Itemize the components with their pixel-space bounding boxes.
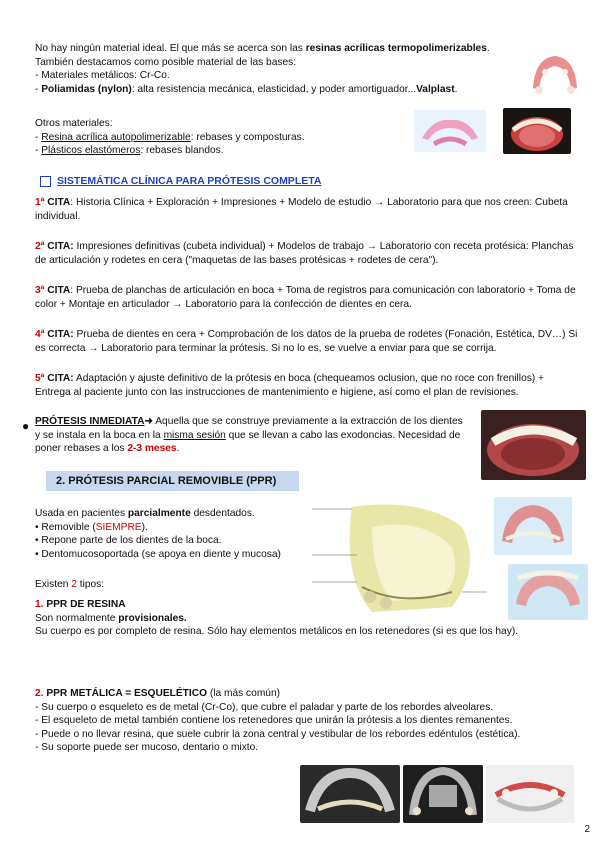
ppr-tipos: Existen 2 tipos:	[35, 579, 105, 590]
soft-liner-image	[414, 110, 486, 152]
skeletal-ppr-image-2	[403, 765, 483, 823]
ppr-metalica: 2. PPR METÁLICA = ESQUELÉTICO (la más común) - Su cuerpo o esqueleto es de metal (Cr-Co), que cubre el paladar y parte de los rebordes alveolares. - El esqueleto de metal también contiene los retenedores que unirán la prótesis a los dientes remanentes. - Puede o no llevar resina, que suele cubrir la zona central y vestibular de los rebordes edéntulos (estética). - Su soporte puede ser mucoso, dentario o mixto.	[35, 688, 521, 753]
acrylic-denture-image	[503, 108, 571, 154]
sistematica-heading: SISTEMÁTICA CLÍNICA PARA PRÓTESIS COMPLETA	[40, 175, 321, 189]
cita-5: 5ª CITA: Adaptación y ajuste definitivo de la prótesis en boca (chequeamos oclusion, que no roce con frenillos) + Entrega al paciente junto con las instrucciones de mantenimiento e higiene, así como el plan de revisiones.	[35, 373, 544, 398]
intro-paragraph: No hay ningún material ideal. El que más se acerca son las resinas acrílicas termopolimerizables. También destacamos como posible material de las bases: - Materiales metálicos: Cr-Co. - Poliamidas (nylon): alta resistencia mecánica, elasticidad, y poder amortiguador...Valplast.	[35, 43, 490, 95]
cita-4: 4ª CITA: Prueba de dientes en cera + Comprobación de los datos de la prueba de rodetes (Fonación, Estética, DV…) Si es correcta → Laboratorio para terminar la prótesis. Si no lo es, se vuelve a enviar para que se corrija.	[35, 329, 578, 354]
ppr-resina: 1. PPR DE RESINA Son normalmente provisionales. Su cuerpo es por completo de resina. Sólo hay elementos metálicos en los retenedores (si es que los hay).	[35, 599, 519, 637]
immediate-denture-image	[481, 410, 586, 480]
ppr-section-title: 2. PRÓTESIS PARCIAL REMOVIBLE (PPR)	[46, 471, 299, 491]
otros-materiales: Otros materiales: - Resina acrílica autopolimerizable: rebases y composturas. - Plásticos elastómeros: rebases blandos.	[35, 118, 305, 156]
protesis-inmediata: PRÓTESIS INMEDIATA➜ Aquella que se construye previamente a la extracción de los dientes y se instala en la boca en la misma sesión que se llevan a cabo las exodoncias. Necesidad de poner rebases a los 2-3 meses.	[35, 416, 463, 454]
valplast-denture-image	[525, 48, 585, 103]
checkbox-bullet-icon	[40, 176, 51, 187]
page-number: 2	[584, 823, 590, 835]
ppr-resin-image-1	[494, 497, 572, 555]
skeletal-ppr-image-1	[300, 765, 400, 823]
cita-2: 2ª CITA: Impresiones definitivas (cubeta individual) + Modelos de trabajo → Laboratorio con receta protésica: Planchas de articulación y rodetes en cera ("maquetas de las bases protésicas + rodetes de cera").	[35, 241, 574, 266]
ppr-description: Usada en pacientes parcialmente desdentados. • Removible (SIEMPRE). • Repone parte de los dientes de la boca. • Dentomucosoportada (se apoya en diente y mucosa)	[35, 508, 281, 560]
bullet-dot-icon: ●	[22, 419, 30, 433]
cita-3: 3ª CITA: Prueba de planchas de articulación en boca + Toma de registros para comunicación con laboratorio + Toma de color + Montaje en articulador → Laboratorio para la confección de dientes en cera.	[35, 285, 576, 310]
skeletal-ppr-image-3	[486, 765, 574, 823]
cita-1: 1ª CITA: Historia Clínica + Exploración + Impresiones + Modelo de estudio → Laboratorio para que nos creen: Cubeta individual.	[35, 197, 568, 222]
